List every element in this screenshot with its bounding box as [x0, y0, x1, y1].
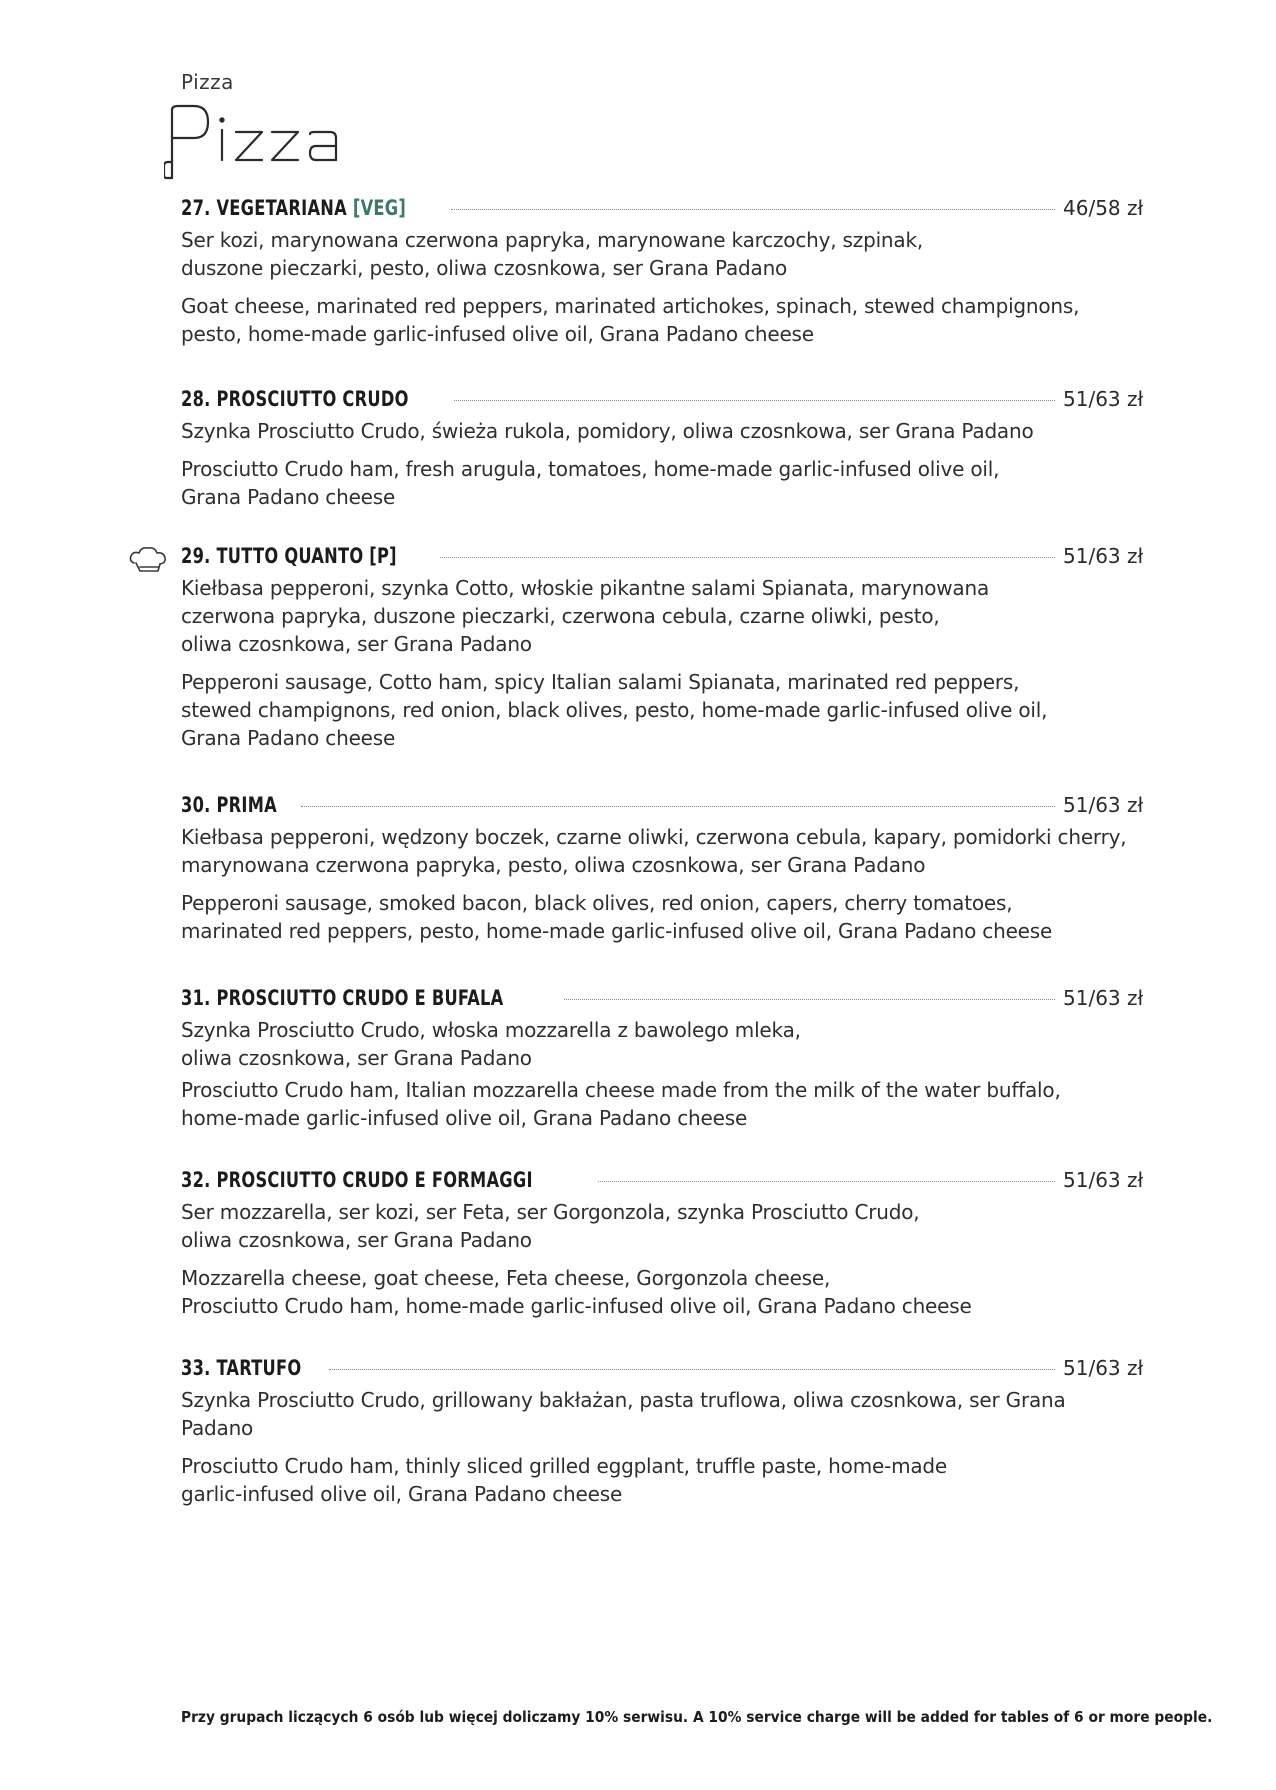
item-description-en: Pepperoni sausage, smoked bacon, black olives, red onion, capers, cherry tomatoes, marinated red peppers, pesto, home-made garlic-infused olive oil, Grana Padano cheese — [181, 891, 1053, 943]
menu-item — [181, 544, 1144, 752]
item-title: 33. TARTUFO — [181, 1356, 302, 1380]
item-description-en: Mozzarella cheese, goat cheese, Feta cheese, Gorgonzola cheese, Prosciutto Crudo ham, home-made garlic-infused olive oil, Grana Padano cheese — [181, 1266, 972, 1318]
menu-item — [181, 196, 1144, 348]
item-title: 31. PROSCIUTTO CRUDO E BUFALA — [181, 986, 504, 1010]
item-description-en: Pepperoni sausage, Cotto ham, spicy Italian salami Spianata, marinated red peppers, stewed champignons, red onion, black olives, pesto, home-made garlic-infused olive oil, Grana Padano cheese — [181, 670, 1048, 750]
chef-hat-icon — [128, 545, 168, 575]
veg-tag: [VEG] — [352, 196, 407, 220]
item-title: 27. VEGETARIANA [VEG] — [181, 196, 407, 220]
item-title: 32. PROSCIUTTO CRUDO E FORMAGGI — [181, 1168, 533, 1192]
menu-item — [181, 1168, 1144, 1320]
item-title: 29. TUTTO QUANTO [P] — [181, 544, 397, 568]
dotted-leader — [454, 399, 1055, 401]
item-description-pl: Ser mozzarella, ser kozi, ser Feta, ser Gorgonzola, szynka Prosciutto Crudo, oliwa czosnkowa, ser Grana Padano — [181, 1200, 920, 1252]
item-header — [181, 986, 1144, 1016]
item-description-pl: Szynka Prosciutto Crudo, włoska mozzarella z bawolego mleka, oliwa czosnkowa, ser Grana Padano — [181, 1018, 801, 1070]
dotted-leader — [329, 1368, 1055, 1370]
item-description-en: Goat cheese, marinated red peppers, marinated artichokes, spinach, stewed champignons, pesto, home-made garlic-infused olive oil, Grana Padano cheese — [181, 294, 1080, 346]
item-header — [181, 1168, 1144, 1198]
menu-item — [181, 793, 1144, 945]
menu-item — [181, 986, 1144, 1132]
item-price: 51/63 zł — [1063, 1356, 1144, 1380]
item-title: 28. PROSCIUTTO CRUDO — [181, 387, 409, 411]
item-price: 51/63 zł — [1063, 793, 1144, 817]
item-price: 46/58 zł — [1063, 196, 1144, 220]
item-description-pl: Szynka Prosciutto Crudo, świeża rukola, pomidory, oliwa czosnkowa, ser Grana Padano — [181, 419, 1034, 443]
menu-item — [181, 1356, 1144, 1508]
item-description-pl: Kiełbasa pepperoni, szynka Cotto, włoskie pikantne salami Spianata, marynowana czerwona papryka, duszone pieczarki, czerwona cebula, czarne oliwki, pesto, oliwa czosnkowa, ser Grana Padano — [181, 576, 989, 656]
dotted-leader — [598, 1180, 1055, 1182]
item-description-pl: Ser kozi, marynowana czerwona papryka, marynowane karczochy, szpinak, duszone pieczarki, pesto, oliwa czosnkowa, ser Grana Padano — [181, 228, 924, 280]
item-header — [181, 196, 1144, 226]
item-price: 51/63 zł — [1063, 544, 1144, 568]
item-header — [181, 1356, 1144, 1386]
item-title: 30. PRIMA — [181, 793, 277, 817]
item-price: 51/63 zł — [1063, 1168, 1144, 1192]
decorative-pizza-title — [164, 104, 364, 180]
item-header — [181, 387, 1144, 417]
dotted-leader — [451, 208, 1055, 210]
service-charge-note: Przy grupach liczących 6 osób lub więcej doliczamy 10% serwisu. A 10% service charge will be added for tables of 6 or more people. — [181, 1708, 1213, 1726]
item-price: 51/63 zł — [1063, 387, 1144, 411]
page-section-label: Pizza — [181, 70, 234, 94]
dotted-leader — [301, 805, 1055, 807]
item-description-en: Prosciutto Crudo ham, fresh arugula, tomatoes, home-made garlic-infused olive oil, Grana Padano cheese — [181, 457, 1000, 509]
item-description-pl: Kiełbasa pepperoni, wędzony boczek, czarne oliwki, czerwona cebula, kapary, pomidorki cherry, marynowana czerwona papryka, pesto, oliwa czosnkowa, ser Grana Padano — [181, 825, 1127, 877]
item-header — [181, 544, 1144, 574]
dotted-leader — [440, 556, 1055, 558]
dotted-leader — [564, 998, 1055, 1000]
item-header — [181, 793, 1144, 823]
item-price: 51/63 zł — [1063, 986, 1144, 1010]
item-description-pl: Szynka Prosciutto Crudo, grillowany bakłażan, pasta truflowa, oliwa czosnkowa, ser Grana Padano — [181, 1388, 1066, 1440]
item-description-en: Prosciutto Crudo ham, thinly sliced grilled eggplant, truffle paste, home-made garlic-infused olive oil, Grana Padano cheese — [181, 1454, 948, 1506]
item-description-en: Prosciutto Crudo ham, Italian mozzarella cheese made from the milk of the water buffalo, home-made garlic-infused olive oil, Grana Padano cheese — [181, 1078, 1061, 1130]
menu-item — [181, 387, 1144, 511]
